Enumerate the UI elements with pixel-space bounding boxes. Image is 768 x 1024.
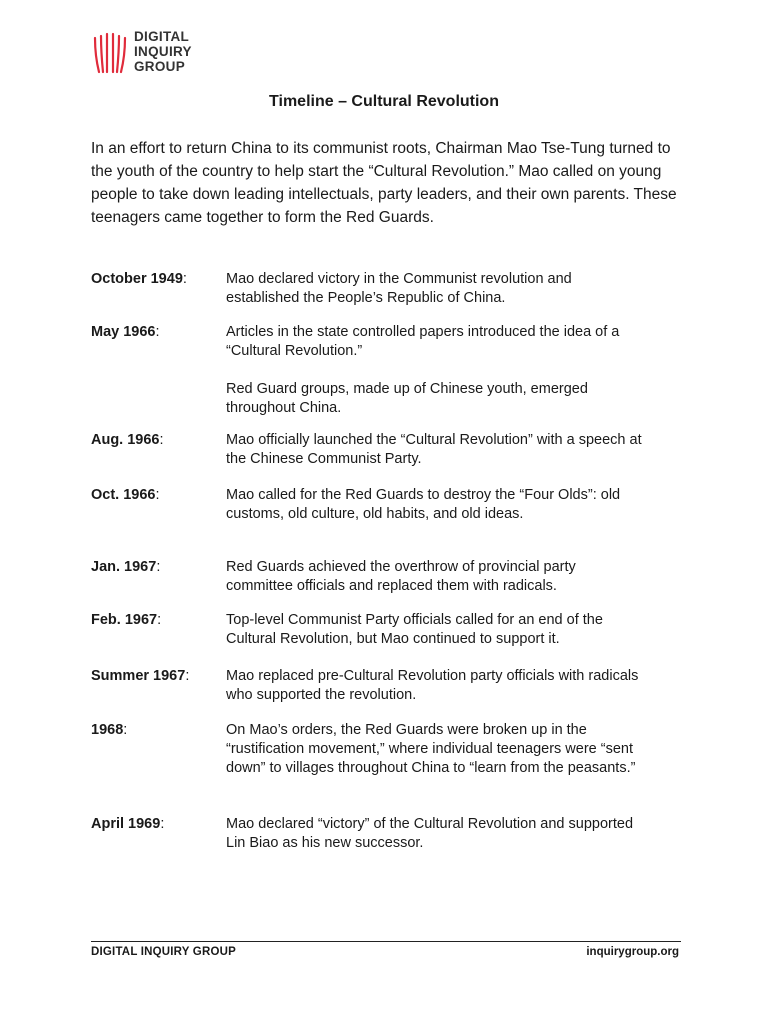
- timeline-description: [226, 486, 646, 524]
- footer-website: inquirygroup.org: [586, 946, 679, 958]
- timeline-description: [226, 323, 646, 418]
- logo-text: DIGITAL INQUIRY GROUP: [134, 29, 192, 74]
- footer-org-name: DIGITAL INQUIRY GROUP: [91, 946, 236, 958]
- timeline-description: [226, 815, 646, 853]
- timeline-date-label: Aug. 1966: [91, 432, 160, 448]
- timeline-date: October 1949:: [91, 271, 187, 287]
- logo-mark-icon: [92, 32, 128, 74]
- timeline-paragraph: Mao officially launched the “Cultural Revolution” with a speech at the Chinese Communist Party.: [226, 432, 642, 467]
- timeline-paragraph: Mao replaced pre-Cultural Revolution party officials with radicals who supported the revolution.: [226, 668, 639, 703]
- timeline-paragraph: Red Guard groups, made up of Chinese youth, emerged throughout China.: [226, 381, 588, 416]
- timeline-date-label: Feb. 1967: [91, 612, 158, 628]
- timeline-description: [226, 270, 646, 308]
- page-title: Timeline – Cultural Revolution: [269, 93, 499, 110]
- timeline-date: 1968:: [91, 722, 128, 738]
- timeline-date-label: Oct. 1966: [91, 487, 156, 503]
- timeline-date: Summer 1967:: [91, 668, 190, 684]
- timeline-date-label: April 1969: [91, 816, 161, 832]
- timeline-date: Jan. 1967:: [91, 559, 161, 575]
- timeline-date-label: May 1966: [91, 324, 156, 340]
- timeline-date: Aug. 1966:: [91, 432, 164, 448]
- timeline-description: [226, 667, 646, 705]
- timeline-date-label: Jan. 1967: [91, 559, 157, 575]
- timeline-description: [226, 431, 646, 469]
- logo: [92, 28, 202, 80]
- timeline-date: May 1966:: [91, 324, 160, 340]
- timeline-date: Oct. 1966:: [91, 487, 160, 503]
- timeline-description: [226, 721, 646, 778]
- timeline-paragraph: Articles in the state controlled papers introduced the idea of a “Cultural Revolution.”: [226, 324, 620, 359]
- timeline-description: [226, 611, 646, 649]
- footer-divider: [91, 941, 681, 942]
- timeline-paragraph: Mao declared “victory” of the Cultural Revolution and supported Lin Biao as his new successor.: [226, 816, 634, 851]
- timeline-paragraph: Mao declared victory in the Communist revolution and established the People’s Republic of China.: [226, 271, 572, 306]
- timeline-date-label: 1968: [91, 722, 124, 738]
- timeline-description: [226, 558, 646, 596]
- timeline-date: April 1969:: [91, 816, 165, 832]
- timeline-date-label: October 1949: [91, 271, 183, 287]
- timeline-paragraph: Top-level Communist Party officials called for an end of the Cultural Revolution, but Mao continued to support it.: [226, 612, 603, 647]
- timeline-paragraph: Red Guards achieved the overthrow of provincial party committee officials and replaced them with radicals.: [226, 559, 576, 594]
- timeline-date-label: Summer 1967: [91, 668, 186, 684]
- timeline-paragraph: Mao called for the Red Guards to destroy the “Four Olds”: old customs, old culture, old habits, and old ideas.: [226, 487, 621, 522]
- intro-paragraph: In an effort to return China to its communist roots, Chairman Mao Tse-Tung turned to the youth of the country to help start the “Cultural Revolution.” Mao called on young people to take down leading intellectuals, party leaders, and their own parents. These teenagers came together to form the Red Guards.: [91, 140, 677, 226]
- timeline-paragraph: On Mao’s orders, the Red Guards were broken up in the “rustification movement,” where individual teenagers were “sent down” to villages throughout China to “learn from the peasants.”: [226, 722, 636, 776]
- timeline-date: Feb. 1967:: [91, 612, 162, 628]
